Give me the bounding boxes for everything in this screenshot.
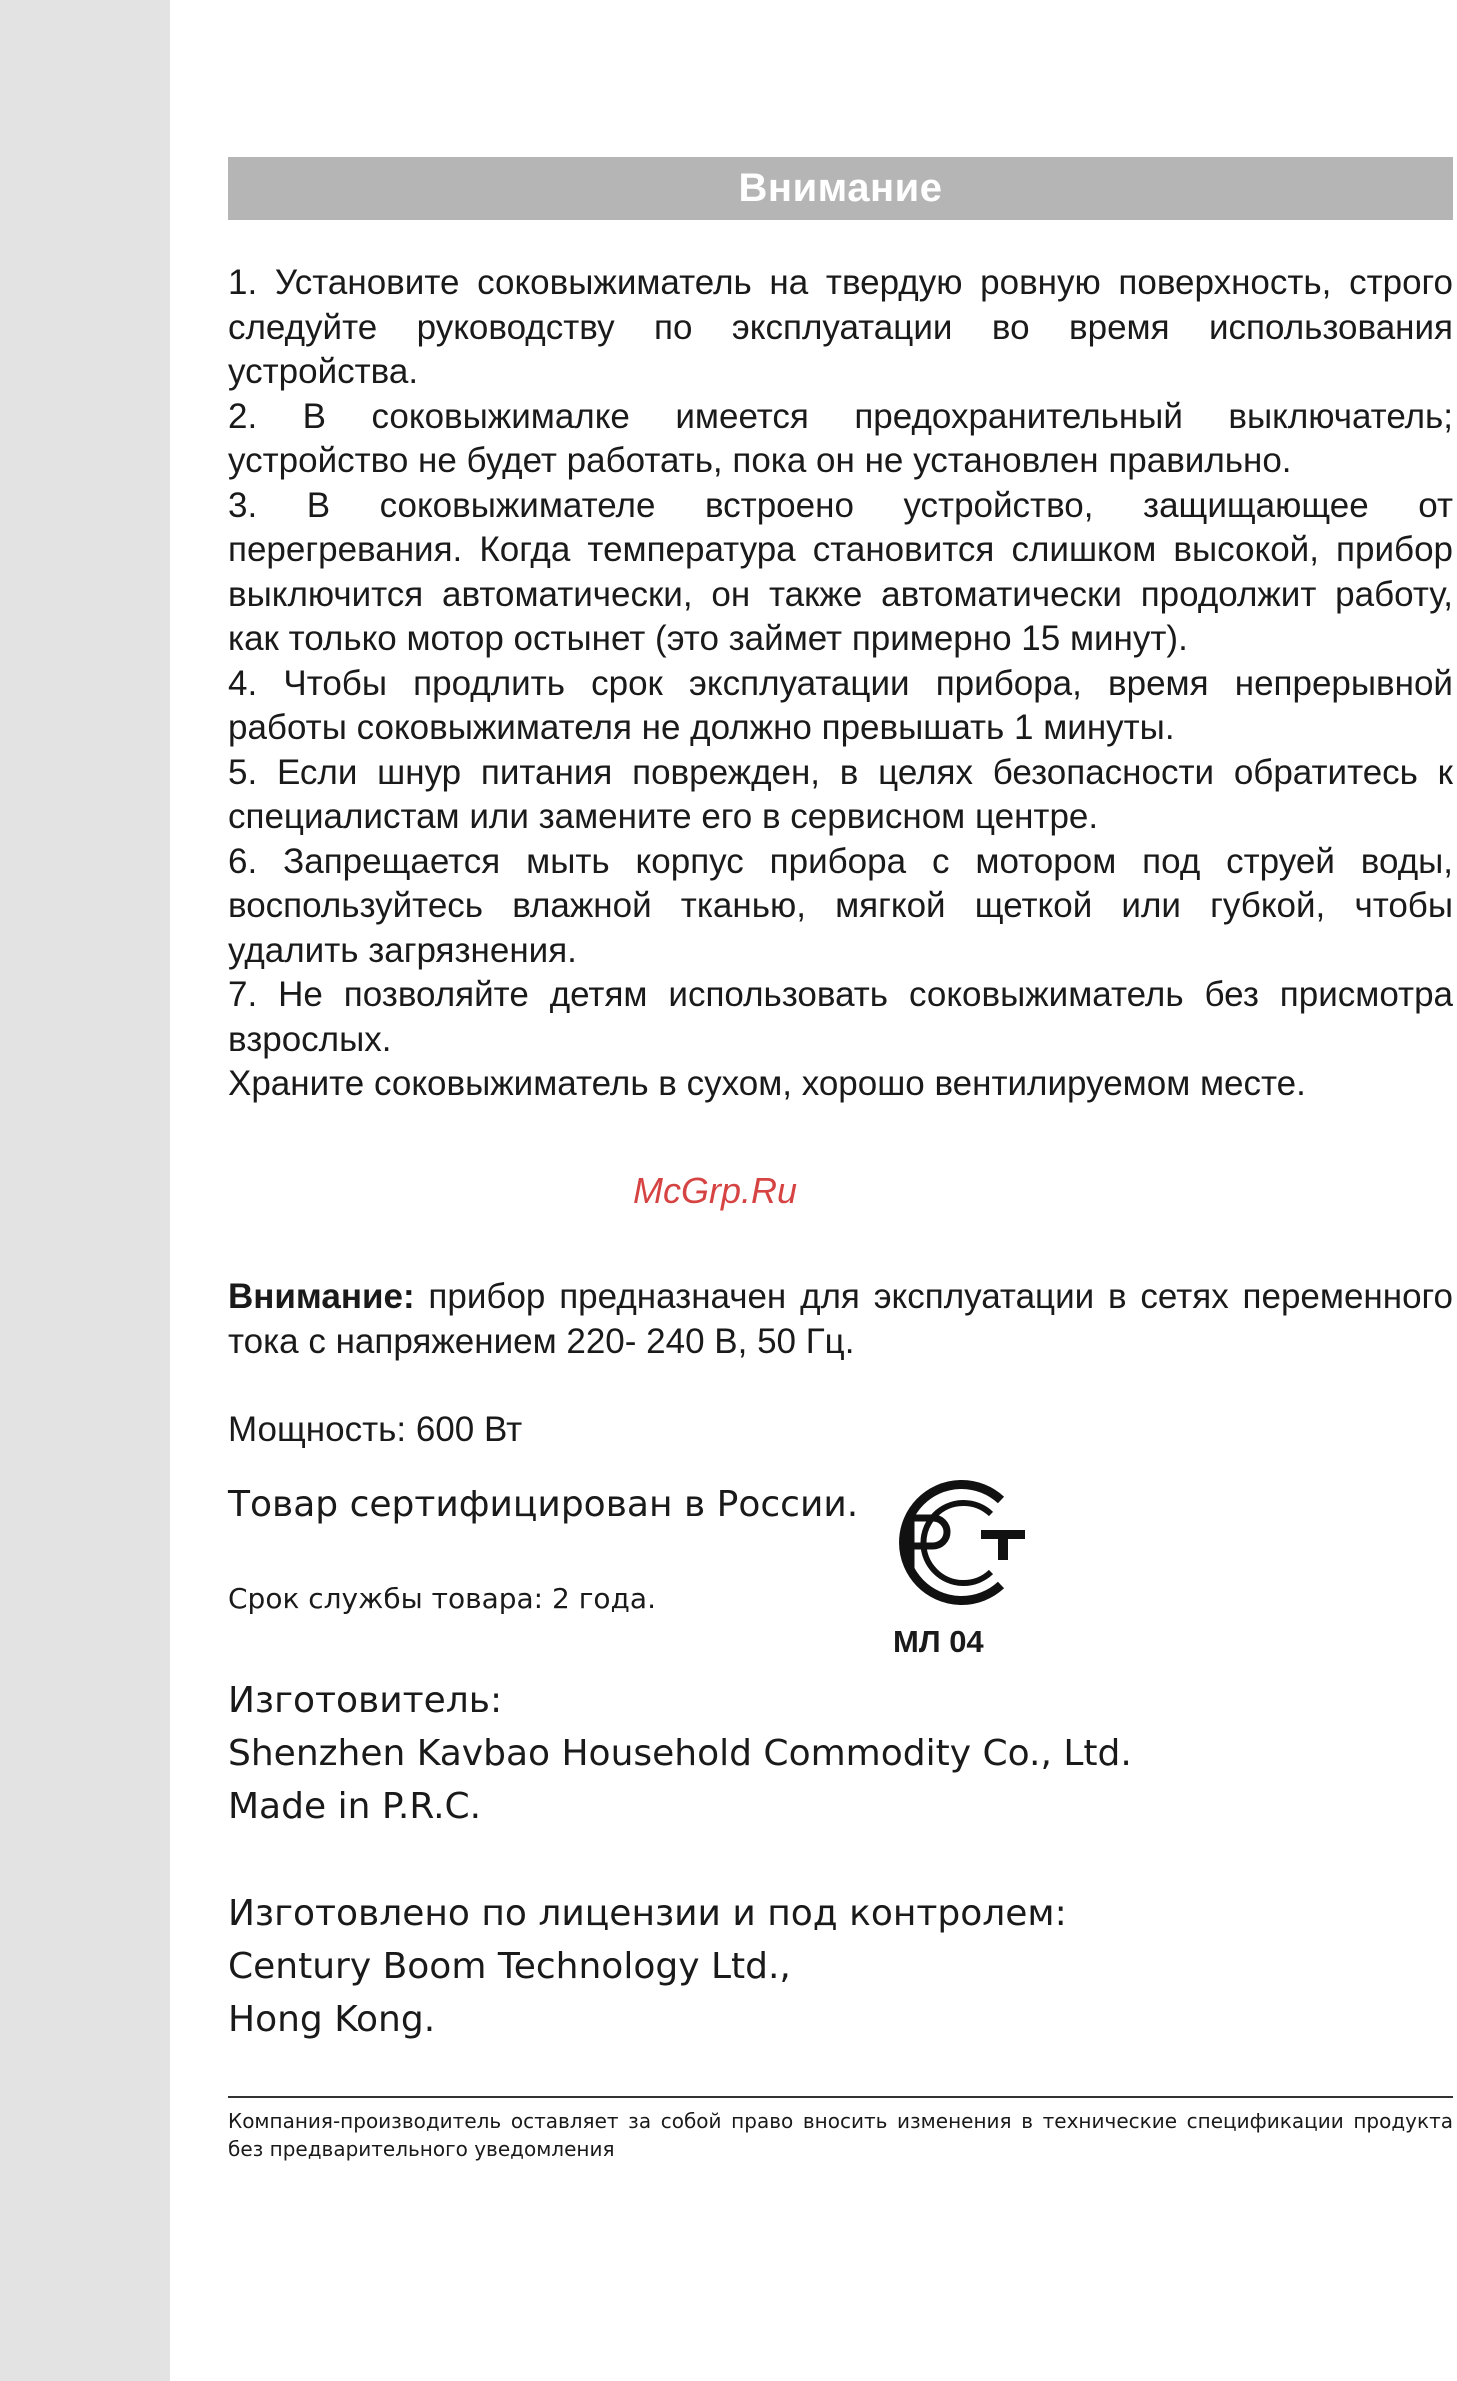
warnings-list bbox=[228, 261, 1453, 1107]
warning-item: 7. Не позволяйте детям использовать соковыжиматель без присмотра взрослых. bbox=[228, 975, 1453, 1059]
license-company: Century Boom Technology Ltd., bbox=[228, 1946, 791, 1987]
manufacturer-origin: Made in P.R.C. bbox=[228, 1786, 482, 1827]
manual-page bbox=[228, 0, 1453, 2381]
manufacturer-label: Изготовитель: bbox=[228, 1680, 503, 1721]
license-location: Hong Kong. bbox=[228, 1999, 436, 2040]
certification-text: Товар сертифицирован в России. bbox=[228, 1484, 859, 1525]
voltage-text: прибор предназначен для эксплуатации в сетях переменного тока с напряжением 220- 240 В, 50 Гц. bbox=[228, 1277, 1453, 1361]
page-margin-strip bbox=[0, 0, 170, 2381]
license-block bbox=[228, 1887, 1067, 2046]
manufacturer-name: Shenzhen Kavbao Household Commodity Co., Ltd. bbox=[228, 1733, 1132, 1774]
voltage-label: Внимание: bbox=[228, 1277, 415, 1316]
power-rating: Мощность: 600 Вт bbox=[228, 1410, 523, 1449]
warning-item: 3. В соковыжимателе встроено устройство, защищающее от перегревания. Когда температура становится слишком высокой, прибор выключится автоматически, он также автоматически продолжит работу, как только мотор остынет (это займет примерно 15 минут). bbox=[228, 485, 1453, 658]
section-header-bar bbox=[228, 157, 1453, 220]
footer-disclaimer: Компания-производитель оставляет за собой право вносить изменения в технические спецификации продукта без предварительного уведомления bbox=[228, 2109, 1453, 2161]
voltage-note bbox=[228, 1275, 1453, 1364]
footer-divider bbox=[228, 2096, 1453, 2098]
section-title: Внимание bbox=[738, 166, 943, 210]
storage-note: Храните соковыжиматель в сухом, хорошо вентилируемом месте. bbox=[228, 1064, 1306, 1103]
manufacturer-block bbox=[228, 1674, 1132, 1833]
rst-certification-logo-icon bbox=[863, 1480, 1028, 1605]
warning-item: 1. Установите соковыжиматель на твердую ровную поверхность, строго следуйте руководству по эксплуатации во время использования устройства. bbox=[228, 263, 1453, 391]
watermark: McGrp.Ru bbox=[633, 1170, 798, 1211]
warning-item: 5. Если шнур питания поврежден, в целях безопасности обратитесь к специалистам или замените его в сервисном центре. bbox=[228, 752, 1453, 836]
warning-item: 4. Чтобы продлить срок эксплуатации прибора, время непрерывной работы соковыжимателя не должно превышать 1 минуты. bbox=[228, 663, 1453, 747]
warning-item: 6. Запрещается мыть корпус прибора с мотором под струей воды, воспользуйтесь влажной тканью, мягкой щеткой или губкой, чтобы удалить загрязнения. bbox=[228, 841, 1453, 970]
warning-item: 2. В соковыжималке имеется предохранительный выключатель; устройство не будет работать, пока он не установлен правильно. bbox=[228, 396, 1453, 480]
certification-code: МЛ 04 bbox=[893, 1624, 984, 1659]
license-label: Изготовлено по лицензии и под контролем: bbox=[228, 1893, 1067, 1934]
service-life-text: Срок службы товара: 2 года. bbox=[228, 1582, 656, 1615]
